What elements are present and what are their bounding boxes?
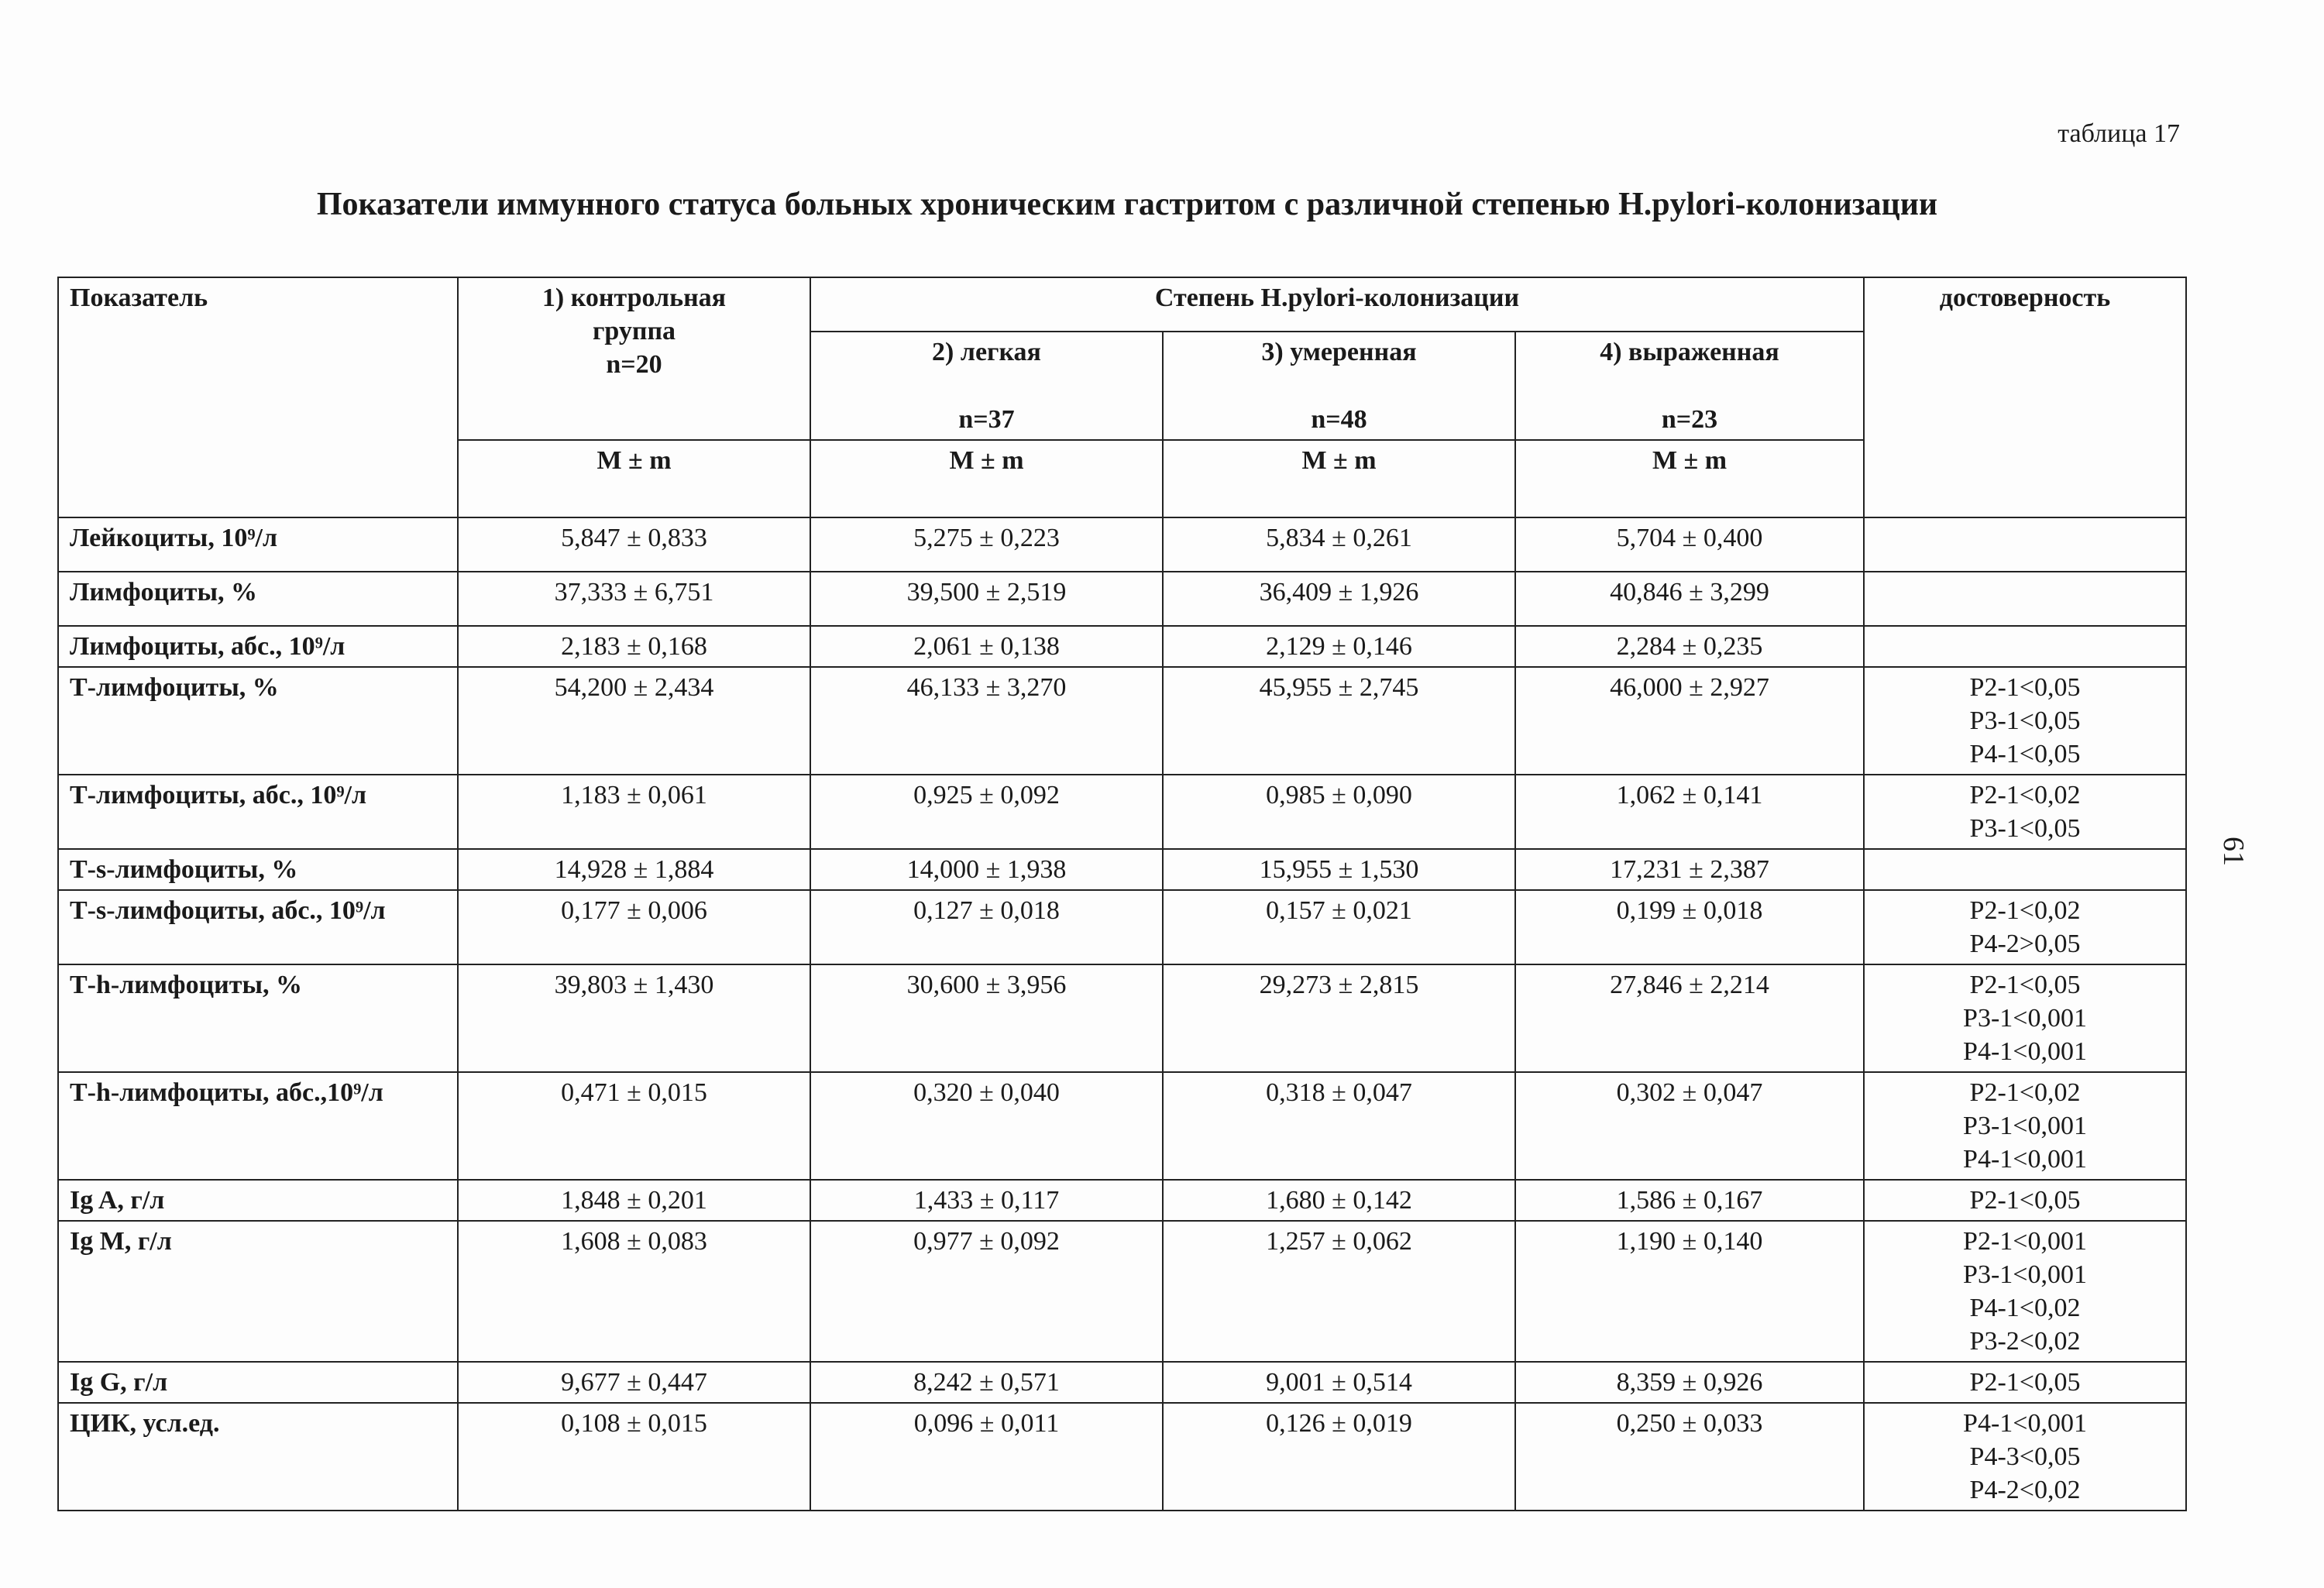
value-cell-c4: 40,846 ± 3,299: [1515, 572, 1864, 626]
header-light-label: 2) легкая: [932, 338, 1041, 366]
significance-value: P3-1<0,001: [1963, 1004, 2087, 1033]
significance-value: P3-1<0,001: [1963, 1112, 2087, 1140]
value-cell-c3: 15,955 ± 1,530: [1163, 849, 1515, 890]
header-moderate-label: 3) умеренная: [1261, 338, 1417, 366]
value-cell-c1: 9,677 ± 0,447: [458, 1362, 810, 1403]
header-stat-control: M ± m: [458, 440, 810, 517]
value-cell-c2: 0,977 ± 0,092: [810, 1221, 1163, 1362]
significance-value: P4-1<0,05: [1969, 740, 2081, 768]
table-number: таблица 17: [2058, 119, 2180, 148]
significance-value: P4-1<0,001: [1963, 1145, 2087, 1174]
significance-value: P2-1<0,05: [1969, 1368, 2081, 1397]
significance-value: P3-2<0,02: [1969, 1327, 2081, 1356]
table-row: [58, 1362, 2186, 1403]
row-label: Т-лимфоциты, %: [58, 667, 458, 775]
value-cell-c4: 27,846 ± 2,214: [1515, 964, 1864, 1072]
row-label: Т-лимфоциты, абс., 10⁹/л: [58, 775, 458, 849]
significance-cell: [1864, 775, 2186, 849]
header-moderate: [1163, 332, 1515, 440]
table-row: [58, 775, 2186, 849]
significance-cell: [1864, 1403, 2186, 1511]
value-cell-c2: 8,242 ± 0,571: [810, 1362, 1163, 1403]
row-label: Лейкоциты, 10⁹/л: [58, 517, 458, 572]
row-label: Т-s-лимфоциты, %: [58, 849, 458, 890]
value-cell-c1: 39,803 ± 1,430: [458, 964, 810, 1072]
value-cell-c3: 0,985 ± 0,090: [1163, 775, 1515, 849]
value-cell-c4: 5,704 ± 0,400: [1515, 517, 1864, 572]
significance-value: P4-1<0,001: [1963, 1037, 2087, 1066]
table-row: [58, 572, 2186, 626]
significance-value: P3-1<0,05: [1969, 706, 2081, 735]
significance-cell: [1864, 1072, 2186, 1180]
table-row: [58, 1403, 2186, 1511]
immune-status-table: [57, 277, 2187, 1511]
value-cell-c2: 2,061 ± 0,138: [810, 626, 1163, 667]
significance-value: P2-1<0,05: [1969, 1186, 2081, 1215]
value-cell-c4: 1,062 ± 0,141: [1515, 775, 1864, 849]
significance-value: P4-1<0,001: [1963, 1409, 2087, 1438]
value-cell-c4: 0,302 ± 0,047: [1515, 1072, 1864, 1180]
value-cell-c2: 39,500 ± 2,519: [810, 572, 1163, 626]
header-severe-label: 4) выраженная: [1600, 338, 1779, 366]
header-light-n: n=37: [958, 405, 1015, 434]
significance-value: P2-1<0,02: [1969, 781, 2081, 809]
value-cell-c2: 5,275 ± 0,223: [810, 517, 1163, 572]
significance-value: P4-1<0,02: [1969, 1294, 2081, 1322]
significance-value: P2-1<0,05: [1969, 673, 2081, 702]
value-cell-c2: 0,127 ± 0,018: [810, 890, 1163, 964]
value-cell-c3: 29,273 ± 2,815: [1163, 964, 1515, 1072]
table-row: [58, 1221, 2186, 1362]
significance-value: P3-1<0,001: [1963, 1260, 2087, 1289]
significance-cell: [1864, 667, 2186, 775]
header-control-line2: группа: [592, 317, 676, 345]
value-cell-c2: 46,133 ± 3,270: [810, 667, 1163, 775]
header-control-group: [458, 277, 810, 440]
header-severe-n: n=23: [1661, 405, 1718, 434]
value-cell-c4: 0,199 ± 0,018: [1515, 890, 1864, 964]
significance-cell: [1864, 1221, 2186, 1362]
header-control-n: n=20: [606, 350, 662, 379]
significance-value: P4-3<0,05: [1969, 1442, 2081, 1471]
row-label: Т-s-лимфоциты, абс., 10⁹/л: [58, 890, 458, 964]
value-cell-c1: 54,200 ± 2,434: [458, 667, 810, 775]
value-cell-c3: 1,257 ± 0,062: [1163, 1221, 1515, 1362]
page-number: 61: [2217, 837, 2250, 866]
value-cell-c4: 1,586 ± 0,167: [1515, 1180, 1864, 1221]
value-cell-c3: 1,680 ± 0,142: [1163, 1180, 1515, 1221]
header-significance: достоверность: [1864, 277, 2186, 517]
row-label: Лимфоциты, %: [58, 572, 458, 626]
significance-cell: [1864, 572, 2186, 626]
document-title: Показатели иммунного статуса больных хроническим гастритом с различной степенью H.pylori-колонизации: [316, 187, 1938, 222]
table-row: [58, 890, 2186, 964]
row-label: Лимфоциты, абс., 10⁹/л: [58, 626, 458, 667]
table-row: [58, 626, 2186, 667]
value-cell-c2: 1,433 ± 0,117: [810, 1180, 1163, 1221]
value-cell-c4: 46,000 ± 2,927: [1515, 667, 1864, 775]
value-cell-c1: 2,183 ± 0,168: [458, 626, 810, 667]
value-cell-c1: 37,333 ± 6,751: [458, 572, 810, 626]
header-moderate-n: n=48: [1311, 405, 1367, 434]
value-cell-c4: 2,284 ± 0,235: [1515, 626, 1864, 667]
value-cell-c3: 2,129 ± 0,146: [1163, 626, 1515, 667]
value-cell-c3: 36,409 ± 1,926: [1163, 572, 1515, 626]
table-row: [58, 667, 2186, 775]
significance-value: P2-1<0,02: [1969, 896, 2081, 925]
significance-value: P2-1<0,02: [1969, 1078, 2081, 1107]
value-cell-c1: 0,108 ± 0,015: [458, 1403, 810, 1511]
row-label: Ig G, г/л: [58, 1362, 458, 1403]
significance-value: P4-2<0,02: [1969, 1476, 2081, 1504]
significance-value: P4-2>0,05: [1969, 930, 2081, 958]
significance-cell: [1864, 964, 2186, 1072]
table-row: [58, 1072, 2186, 1180]
value-cell-c2: 30,600 ± 3,956: [810, 964, 1163, 1072]
value-cell-c3: 0,318 ± 0,047: [1163, 1072, 1515, 1180]
header-colonization-degree: Степень H.pylori-колонизации: [810, 277, 1864, 332]
header-severe: [1515, 332, 1864, 440]
value-cell-c1: 0,471 ± 0,015: [458, 1072, 810, 1180]
value-cell-c3: 0,126 ± 0,019: [1163, 1403, 1515, 1511]
value-cell-c3: 45,955 ± 2,745: [1163, 667, 1515, 775]
header-indicator: Показатель: [58, 277, 458, 517]
value-cell-c1: 1,608 ± 0,083: [458, 1221, 810, 1362]
header-stat-light: M ± m: [810, 440, 1163, 517]
value-cell-c4: 8,359 ± 0,926: [1515, 1362, 1864, 1403]
significance-cell: [1864, 849, 2186, 890]
value-cell-c4: 17,231 ± 2,387: [1515, 849, 1864, 890]
value-cell-c3: 9,001 ± 0,514: [1163, 1362, 1515, 1403]
value-cell-c1: 5,847 ± 0,833: [458, 517, 810, 572]
significance-cell: [1864, 890, 2186, 964]
row-label: Ig M, г/л: [58, 1221, 458, 1362]
value-cell-c2: 0,320 ± 0,040: [810, 1072, 1163, 1180]
significance-value: P3-1<0,05: [1969, 814, 2081, 843]
value-cell-c2: 0,925 ± 0,092: [810, 775, 1163, 849]
table-row: [58, 517, 2186, 572]
row-label: Т-h-лимфоциты, %: [58, 964, 458, 1072]
table-row: [58, 1180, 2186, 1221]
header-control-line1: 1) контрольная: [541, 284, 727, 312]
table-row: [58, 849, 2186, 890]
value-cell-c1: 14,928 ± 1,884: [458, 849, 810, 890]
value-cell-c2: 0,096 ± 0,011: [810, 1403, 1163, 1511]
value-cell-c1: 1,848 ± 0,201: [458, 1180, 810, 1221]
table-header: [58, 277, 2186, 517]
header-light: [810, 332, 1163, 440]
significance-cell: [1864, 1180, 2186, 1221]
row-label: Ig A, г/л: [58, 1180, 458, 1221]
value-cell-c2: 14,000 ± 1,938: [810, 849, 1163, 890]
value-cell-c1: 1,183 ± 0,061: [458, 775, 810, 849]
header-stat-moderate: M ± m: [1163, 440, 1515, 517]
significance-cell: [1864, 517, 2186, 572]
row-label: Т-h-лимфоциты, абс.,10⁹/л: [58, 1072, 458, 1180]
significance-cell: [1864, 626, 2186, 667]
significance-value: P2-1<0,05: [1969, 971, 2081, 999]
header-stat-severe: M ± m: [1515, 440, 1864, 517]
value-cell-c1: 0,177 ± 0,006: [458, 890, 810, 964]
significance-cell: [1864, 1362, 2186, 1403]
table-row: [58, 964, 2186, 1072]
value-cell-c4: 1,190 ± 0,140: [1515, 1221, 1864, 1362]
table-body: [58, 517, 2186, 1511]
value-cell-c3: 5,834 ± 0,261: [1163, 517, 1515, 572]
significance-value: P2-1<0,001: [1963, 1227, 2087, 1256]
value-cell-c4: 0,250 ± 0,033: [1515, 1403, 1864, 1511]
row-label: ЦИК, усл.ед.: [58, 1403, 458, 1511]
value-cell-c3: 0,157 ± 0,021: [1163, 890, 1515, 964]
